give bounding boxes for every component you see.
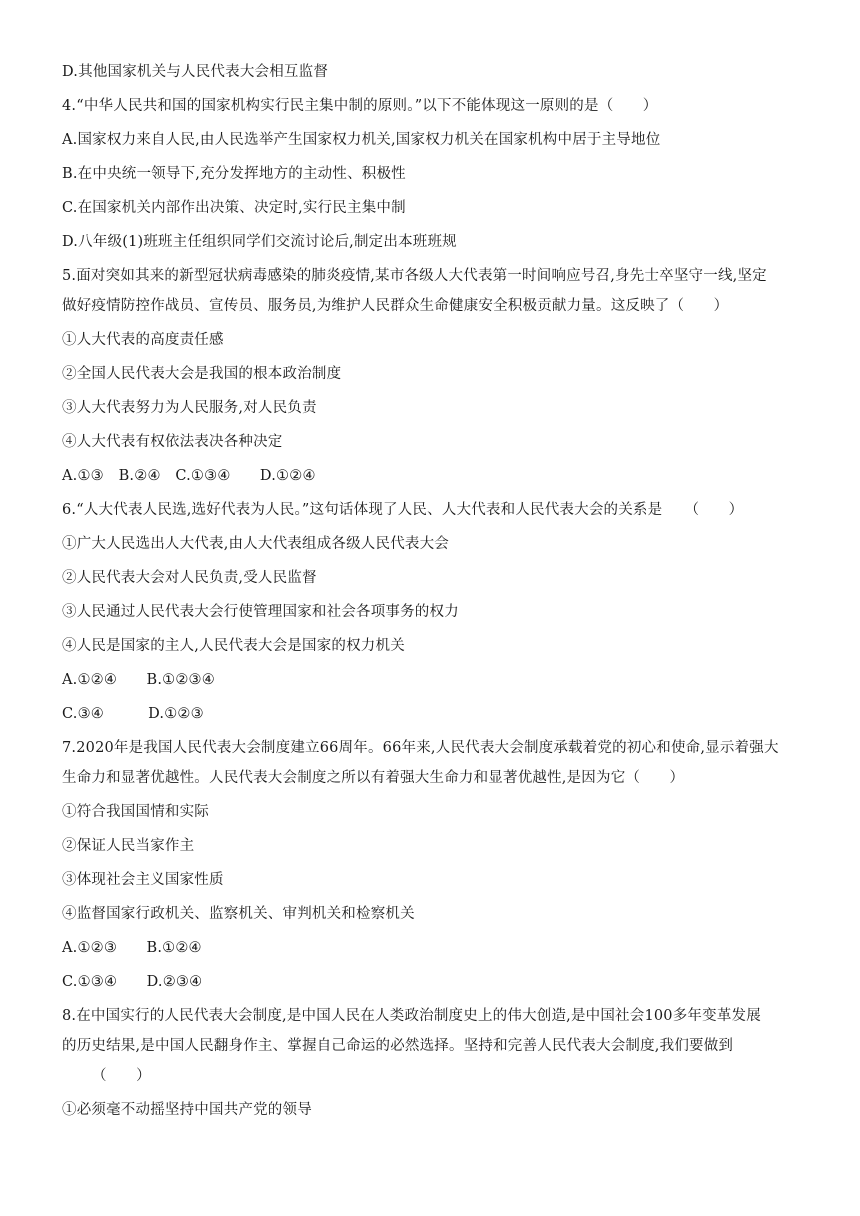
option-4b: B.在中央统一领导下,充分发挥地方的主动性、积极性 xyxy=(62,166,406,182)
options-5: A.①③ B.②④ C.①③④ D.①②④ xyxy=(62,468,316,484)
options-6-row-2: C.③④ D.①②③ xyxy=(62,706,204,722)
option-4a: A.国家权力来自人民,由人民选举产生国家权力机关,国家权力机关在国家机构中居于主导地位 xyxy=(62,132,661,148)
statement-6-3: ③人民通过人民代表大会行使管理国家和社会各项事务的权力 xyxy=(62,604,459,620)
options-7-row-2: C.①③④ D.②③④ xyxy=(62,974,203,990)
option-4c: C.在国家机关内部作出决策、决定时,实行民主集中制 xyxy=(62,200,406,216)
question-5-stem-line-2: 做好疫情防控作战员、宣传员、服务员,为维护人民群众生命健康安全积极贡献力量。这反映了（ ） xyxy=(62,298,729,314)
statement-5-3: ③人大代表努力为人民服务,对人民负责 xyxy=(62,400,317,416)
statement-6-1: ①广大人民选出人大代表,由人大代表组成各级人民代表大会 xyxy=(62,536,450,552)
statement-7-4: ④监督国家行政机关、监察机关、审判机关和检察机关 xyxy=(62,906,415,922)
question-4-stem: 4.“中华人民共和国的国家机构实行民主集中制的原则。”以下不能体现这一原则的是（ ） xyxy=(62,98,658,114)
question-8-stem-line-1: 8.在中国实行的人民代表大会制度,是中国人民在人类政治制度史上的伟大创造,是中国社会100多年变革发展 xyxy=(62,1008,761,1024)
question-7-stem-line-1: 7.2020年是我国人民代表大会制度建立66周年。66年来,人民代表大会制度承载着党的初心和使命,显示着强大 xyxy=(62,740,779,756)
statement-8-1: ①必须毫不动摇坚持中国共产党的领导 xyxy=(62,1102,312,1118)
statement-7-2: ②保证人民当家作主 xyxy=(62,838,195,854)
statement-5-4: ④人大代表有权依法表决各种决定 xyxy=(62,434,283,450)
question-5-stem-line-1: 5.面对突如其来的新型冠状病毒感染的肺炎疫情,某市各级人大代表第一时间响应号召,身先士卒坚守一线,坚定 xyxy=(62,268,767,284)
document-page xyxy=(62,62,802,1134)
question-8-answer-blank: （ ） xyxy=(92,1068,151,1084)
option-4d: D.八年级(1)班班主任组织同学们交流讨论后,制定出本班班规 xyxy=(62,234,457,250)
option-3d: D.其他国家机关与人民代表大会相互监督 xyxy=(62,64,329,80)
statement-6-2: ②人民代表大会对人民负责,受人民监督 xyxy=(62,570,317,586)
options-7-row-1: A.①②③ B.①②④ xyxy=(62,940,202,956)
statement-7-1: ①符合我国国情和实际 xyxy=(62,804,209,820)
statement-5-2: ②全国人民代表大会是我国的根本政治制度 xyxy=(62,366,342,382)
statement-5-1: ①人大代表的高度责任感 xyxy=(62,332,224,348)
question-6-stem: 6.“人大代表人民选,选好代表为人民。”这句话体现了人民、人大代表和人民代表大会的关系是 （ ） xyxy=(62,502,744,518)
question-8-stem-line-2: 的历史结果,是中国人民翻身作主、掌握自己命运的必然选择。坚持和完善人民代表大会制度,我们要做到 xyxy=(62,1038,734,1054)
question-7-stem-line-2: 生命力和显著优越性。人民代表大会制度之所以有着强大生命力和显著优越性,是因为它（ ） xyxy=(62,770,685,786)
options-6-row-1: A.①②④ B.①②③④ xyxy=(62,672,215,688)
statement-7-3: ③体现社会主义国家性质 xyxy=(62,872,224,888)
statement-6-4: ④人民是国家的主人,人民代表大会是国家的权力机关 xyxy=(62,638,405,654)
